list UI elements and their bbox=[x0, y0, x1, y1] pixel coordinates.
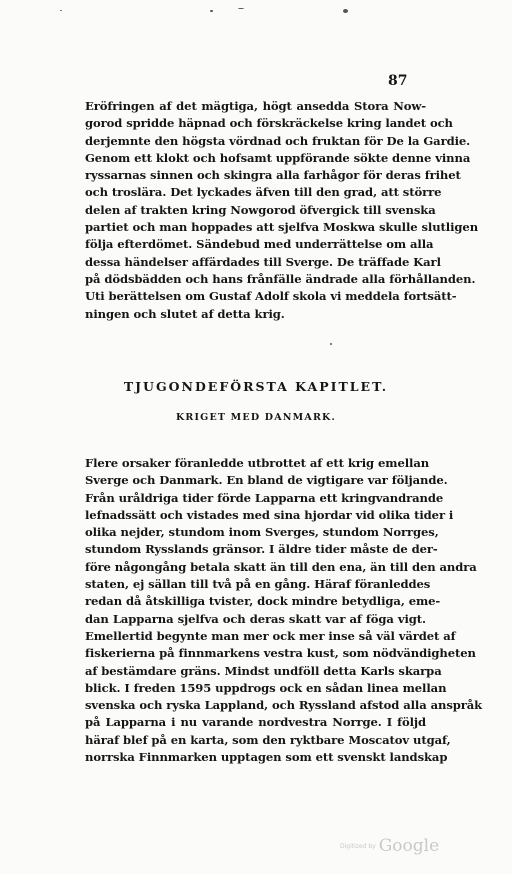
text-line: på dödsbädden och hans frånfälle ändrade alla förhållanden. bbox=[85, 271, 476, 286]
text-line: norrska Finnmarken upptagen som ett svenskt landskap bbox=[85, 750, 448, 765]
text-line: olika nejder, stundom inom Sverges, stundom Norrges, bbox=[85, 525, 439, 540]
text-line: Från uråldriga tider förde Lapparna ett kringvandrande bbox=[85, 490, 444, 505]
text-line: ningen och slutet af detta krig. bbox=[85, 306, 285, 321]
paragraph-eroefringen bbox=[85, 98, 479, 323]
text-line: stundom Rysslands gränsor. I äldre tider måste de der- bbox=[85, 542, 438, 557]
paragraph-kriget-med-danmark bbox=[85, 455, 483, 766]
text-line: häraf blef på en karta, som den ryktbare Moscatov utgaf, bbox=[85, 732, 451, 747]
page-number: 87 bbox=[388, 73, 408, 89]
text-line: derjemnte den högsta vördnad och fruktan för De la Gardie. bbox=[85, 133, 471, 148]
scan-speck bbox=[60, 10, 62, 11]
scan-speck bbox=[343, 9, 348, 13]
text-line: före någongång betala skatt än till den ena, än till den andra bbox=[85, 559, 477, 574]
text-line: Eröfringen af det mägtiga, högt ansedda Stora Now- bbox=[85, 99, 426, 113]
text-line: af bestämdare gräns. Mindst undföll detta Karls skarpa bbox=[85, 663, 442, 678]
text-line: gorod spridde häpnad och förskräckelse kring landet och bbox=[85, 116, 453, 131]
google-logo: Google bbox=[378, 836, 440, 856]
text-line: Genom ett klokt och hofsamt uppförande sökte denne vinna bbox=[85, 150, 471, 165]
text-line: delen af trakten kring Nowgorod öfvergick till svenska bbox=[85, 202, 436, 217]
text-line: Sverge och Danmark. En bland de vigtigare var följande. bbox=[85, 473, 448, 488]
text-line: lefnadssätt och vistades med sina hjordar vid olika tider i bbox=[85, 507, 454, 522]
watermark-digitized-text: Digitized by bbox=[340, 843, 376, 850]
text-line: och troslära. Det lyckades äfven till den grad, att större bbox=[85, 185, 442, 200]
text-line: fiskerierna på finnmarkens vestra kust, som nödvändigheten bbox=[85, 646, 476, 661]
text-line: blick. I freden 1595 uppdrogs ock en sådan linea mellan bbox=[85, 680, 447, 695]
chapter-title: TJUGONDEFÖRSTA KAPITLET. bbox=[123, 379, 389, 394]
scan-speck bbox=[238, 8, 244, 9]
scan-speck bbox=[330, 343, 332, 345]
text-line: Uti berättelsen om Gustaf Adolf skola vi meddela fortsätt- bbox=[85, 289, 457, 304]
text-line: svenska och ryska Lappland, och Ryssland afstod alla anspråk bbox=[85, 698, 483, 713]
text-line: Emellertid begynte man mer ock mer inse så väl värdet af bbox=[85, 628, 456, 643]
section-title: KRIGET MED DANMARK. bbox=[175, 412, 337, 423]
text-line: staten, ej sällan till två på en gång. Häraf föranleddes bbox=[85, 577, 431, 592]
text-line: ryssarnas sinnen och skingra alla farhågor för deras frihet bbox=[85, 168, 461, 183]
scan-speck bbox=[210, 10, 213, 12]
text-line: dan Lapparna sjelfva och deras skatt var af föga vigt. bbox=[85, 611, 426, 626]
text-line: Flere orsaker föranledde utbrottet af ett krig emellan bbox=[85, 456, 430, 470]
text-line: partiet och man hoppades att sjelfva Moskwa skulle slutligen bbox=[85, 220, 479, 235]
google-watermark bbox=[340, 836, 439, 856]
text-line: dessa händelser affärdades till Sverge. De träffade Karl bbox=[85, 254, 441, 269]
text-line: redan då åtskilliga tvister, dock mindre betydliga, eme- bbox=[85, 594, 441, 609]
text-line: på Lapparna i nu varande nordvestra Norrge. I följd bbox=[85, 715, 426, 730]
text-line: följa efterdömet. Sändebud med underrättelse om alla bbox=[85, 237, 434, 252]
